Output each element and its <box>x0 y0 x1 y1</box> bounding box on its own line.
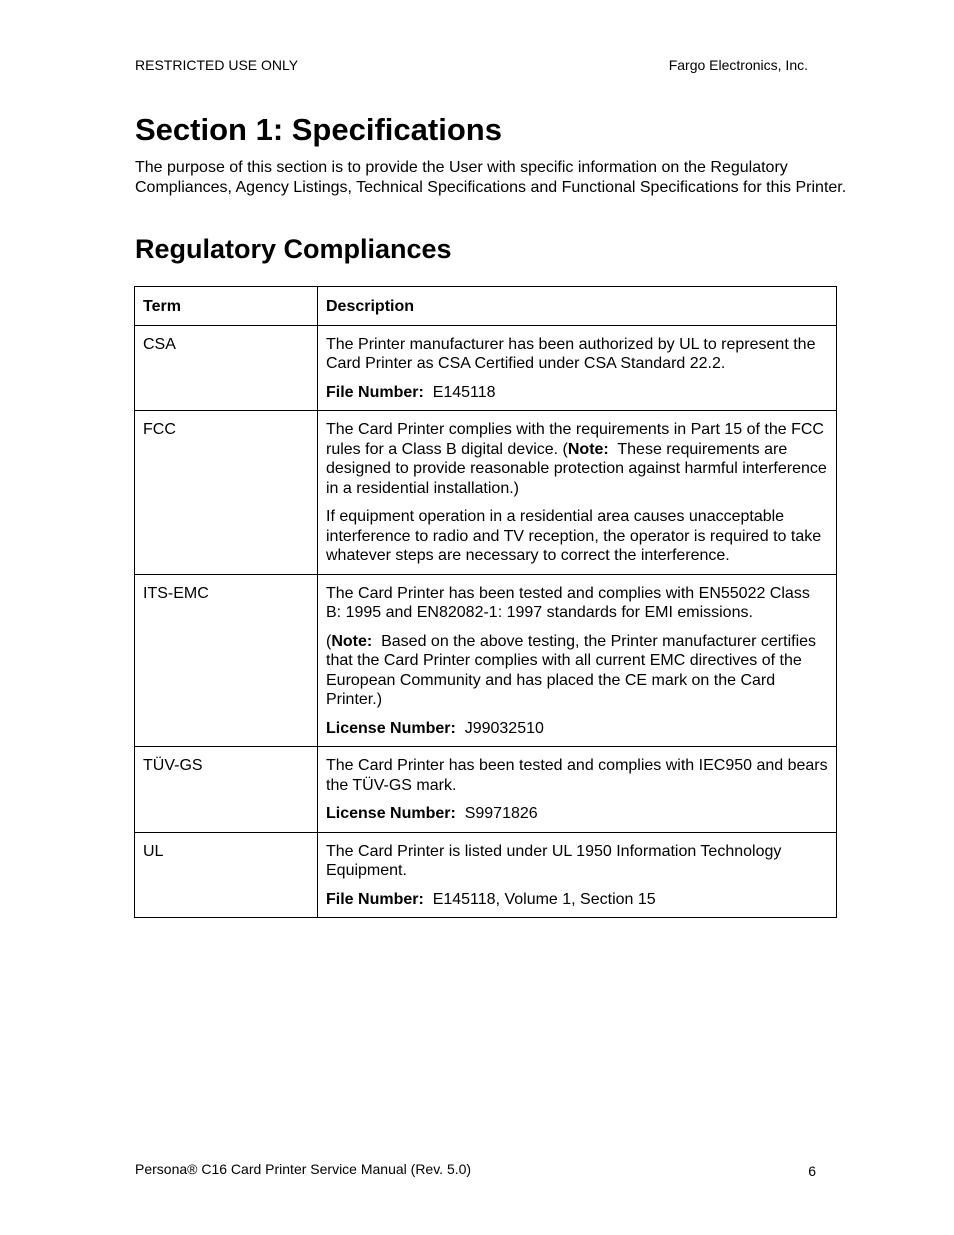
description-text: The Card Printer is listed under UL 1950 Information Technology Equipment. <box>326 842 782 879</box>
term-cell: FCC <box>135 411 318 575</box>
description-cell <box>318 411 837 575</box>
file-number-line <box>326 890 828 910</box>
description-text: The Printer manufacturer has been authorized by UL to represent the Card Printer as CSA Certified under CSA Standard 22.2. <box>326 335 816 372</box>
description-text: If equipment operation in a residential area causes unacceptable interference to radio and TV reception, the operator is required to take whatever steps are necessary to correct the interference. <box>326 508 822 564</box>
description-text: The Card Printer has been tested and complies with IEC950 and bears the TÜV-GS mark. <box>326 757 828 794</box>
description-cell <box>318 574 837 747</box>
license-number-value: J99032510 <box>464 719 544 737</box>
column-header-description: Description <box>318 287 837 326</box>
file-number-label: File Number: <box>326 890 424 908</box>
section-title: Section 1: Specifications <box>135 112 502 147</box>
note-text: (Note: Based on the above testing, the Printer manufacturer certifies that the Card Printer complies with all current EMC directives of the European Community and has placed the CE mark on the Card Printer.) <box>326 632 821 708</box>
file-number-value: E145118, Volume 1, Section 15 <box>432 890 656 908</box>
header-company-name: Fargo Electronics, Inc. <box>668 57 808 73</box>
description-cell <box>318 325 837 411</box>
file-number-label: File Number: <box>326 383 424 401</box>
note-label: Note: <box>567 440 609 458</box>
term-cell: CSA <box>135 325 318 411</box>
license-number-line <box>326 719 828 739</box>
table-row <box>135 574 837 747</box>
subsection-title: Regulatory Compliances <box>135 234 452 264</box>
table-row <box>135 325 837 411</box>
description-cell <box>318 747 837 833</box>
license-number-line <box>326 804 828 824</box>
intro-paragraph: The purpose of this section is to provide the User with specific information on the Regulatory Compliances, Agency Listings, Technical Specifications and Functional Specifications for this Printer. <box>135 159 847 196</box>
license-number-value: S9971826 <box>464 805 538 822</box>
term-cell: UL <box>135 832 318 918</box>
description-text: The Card Printer has been tested and complies with EN55022 Class B: 1995 and EN82082-1: 1997 standards for EMI emissions. <box>326 584 810 621</box>
column-header-term: Term <box>135 287 318 326</box>
file-number-value: E145118 <box>432 383 496 401</box>
file-number-line <box>326 383 828 403</box>
page-number: 6 <box>808 1163 816 1179</box>
license-number-label: License Number: <box>326 805 456 822</box>
license-number-label: License Number: <box>326 719 456 737</box>
footer-manual-title: Persona® C16 Card Printer Service Manual (Rev. 5.0) <box>135 1161 472 1177</box>
term-cell: TÜV-GS <box>135 747 318 833</box>
header-restricted-label: RESTRICTED USE ONLY <box>135 57 299 73</box>
table-row <box>135 747 837 833</box>
description-cell <box>318 832 837 918</box>
regulatory-table <box>134 286 837 918</box>
note-label: Note: <box>331 632 373 650</box>
table-row <box>135 832 837 918</box>
term-cell: ITS-EMC <box>135 574 318 747</box>
description-text: The Card Printer complies with the requirements in Part 15 of the FCC rules for a Class B digital device. (Note: These requirements are designed to provide reasonable protection against harmful interference in a residential installation.) <box>326 421 832 497</box>
table-row <box>135 411 837 575</box>
table-header-row <box>135 287 837 326</box>
